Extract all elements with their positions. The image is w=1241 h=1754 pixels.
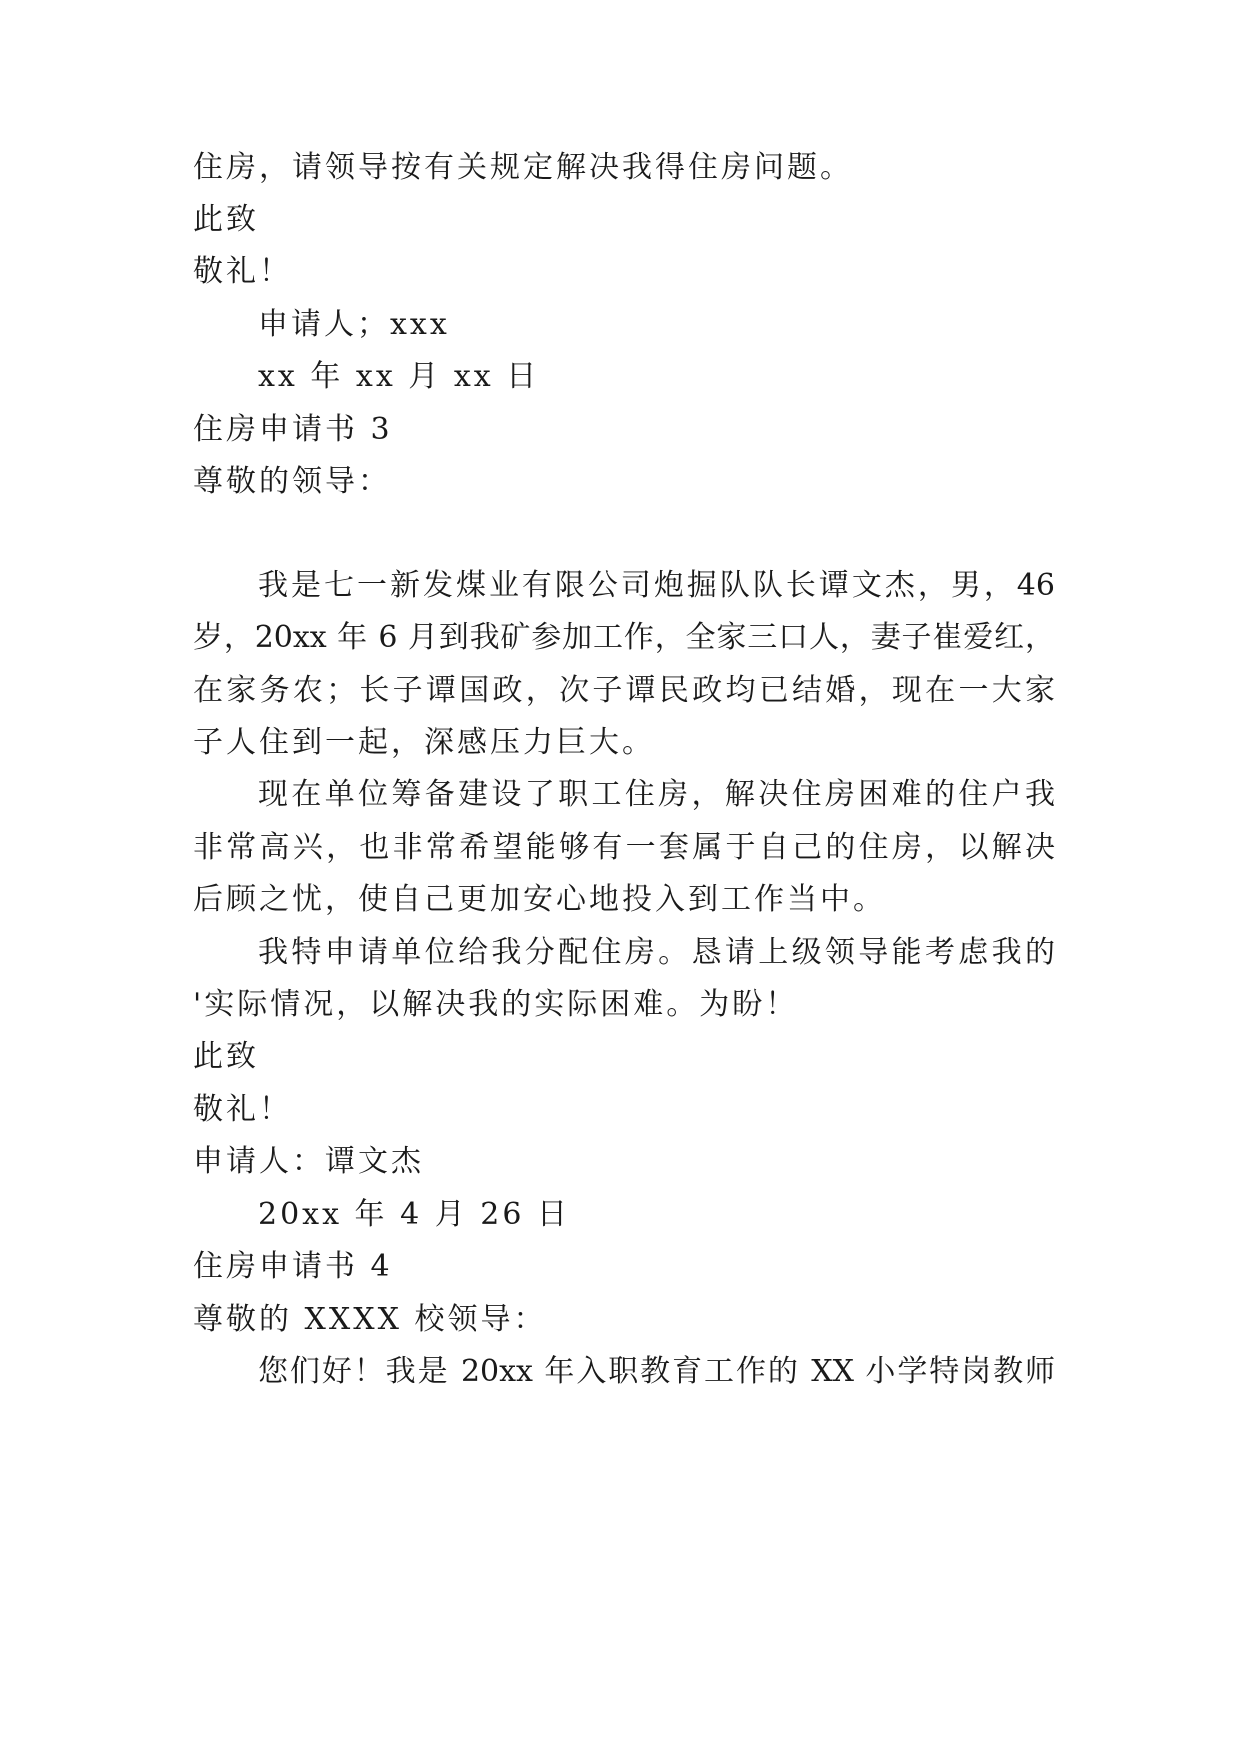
greeting: 尊敬的领导：	[193, 464, 391, 499]
paragraph-line: 现在单位筹备建设了职工住房，解决住房困难的住户我	[258, 777, 1055, 812]
applicant-signature: 申请人：谭文杰	[193, 1144, 424, 1179]
paragraph-line: 您们好！我是 20xx 年入职教育工作的 XX 小学特岗教师	[258, 1354, 1055, 1389]
section-title: 住房申请书 3	[193, 412, 393, 447]
paragraph-line: 子人住到一起，深感压力巨大。	[193, 725, 655, 760]
paragraph-line: 非常高兴，也非常希望能够有一套属于自己的住房，以解决	[193, 830, 1055, 865]
paragraph-line: 后顾之忧，使自己更加安心地投入到工作当中。	[193, 882, 886, 917]
paragraph-line: 我是七一新发煤业有限公司炮掘队队长谭文杰，男，46	[258, 568, 1055, 603]
paragraph-line: 在家务农；长子谭国政，次子谭民政均已结婚，现在一大家	[193, 673, 1055, 708]
text-line: 住房，请领导按有关规定解决我得住房问题。	[193, 150, 853, 185]
applicant-signature: 申请人；xxx	[258, 307, 450, 342]
closing-regards: 敬礼！	[193, 254, 292, 289]
closing-salutation: 此致	[193, 202, 259, 237]
greeting: 尊敬的 XXXX 校领导：	[193, 1302, 547, 1337]
date-line: xx 年 xx 月 xx 日	[258, 359, 540, 394]
section-title: 住房申请书 4	[193, 1249, 393, 1284]
paragraph-line: 岁，20xx 年 6 月到我矿参加工作，全家三口人，妻子崔爱红，	[193, 620, 1055, 655]
closing-regards: 敬礼！	[193, 1092, 292, 1127]
date-line: 20xx 年 4 月 26 日	[258, 1197, 570, 1232]
paragraph-line: 我特申请单位给我分配住房。恳请上级领导能考虑我的	[258, 935, 1055, 970]
closing-salutation: 此致	[193, 1039, 259, 1074]
paragraph-line: '实际情况，以解决我的实际困难。为盼！	[193, 987, 799, 1022]
